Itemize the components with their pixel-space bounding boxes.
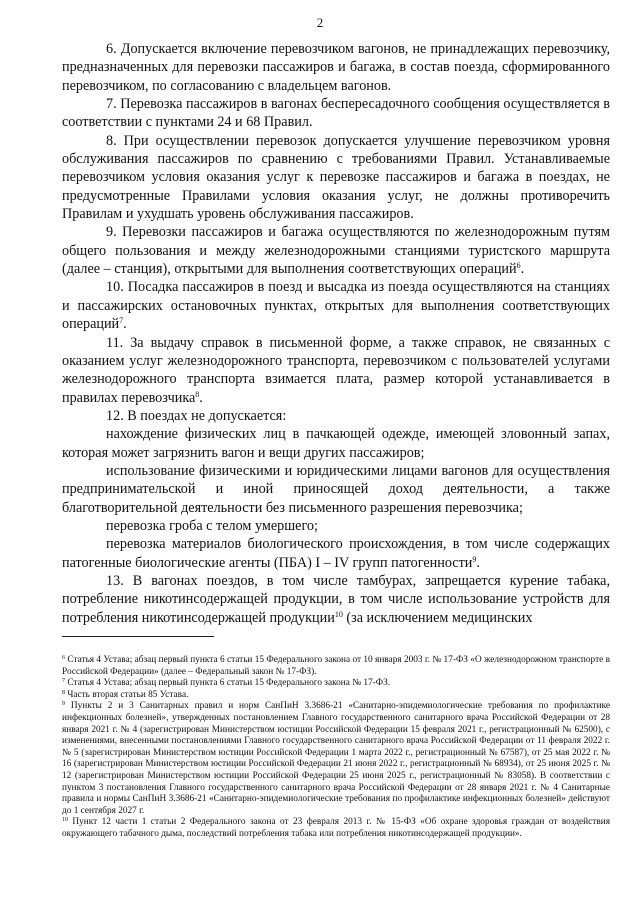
- footnote-ref-10: 10: [334, 609, 343, 619]
- document-body: [62, 40, 610, 627]
- footnote-6: $^6$ Статья 4 Устава; абзац первый пункта 6 статьи 15 Федерального закона от 10 января 2003 г. № 17-ФЗ «О железнодорожном транспорте в Российской Федерации» (далее – Федеральный закон № 17-ФЗ).: [62, 655, 611, 677]
- paragraph-9: 9. Перевозки пассажиров и багажа осуществляются по железнодорожным путям общего пользования и между железнодорожными станциями туристского маршрута (далее – станция), открытыми для выполнения соответствующих операций$^6$.: [62, 224, 610, 278]
- footnote-separator: [62, 636, 214, 637]
- paragraph-11: 11. За выдачу справок в письменной форме, а также справок, не связанных с оказанием услуг железнодорожного транспорта, перевозчиком с пользователей услугами железнодорожного транспорта взимается плата, размер которой устанавливается в правилах перевозчика$^8$.: [62, 334, 610, 406]
- footnote-ref-6: 6: [516, 261, 521, 271]
- paragraph-12: 12. В поездах не допускается:: [106, 407, 287, 424]
- footnotes: [62, 655, 610, 841]
- paragraph-10: 10. Посадка пассажиров в поезд и высадка из поезда осуществляются на станциях и пассажирских остановочных пунктах, открытых для выполнения соответствующих операций$^7$.: [62, 279, 610, 333]
- list-item-clothing: нахождение физических лиц в пачкающей одежде, имеющей зловонный запах, которая может загрязнить вагон и вещи других пассажиров;: [62, 426, 610, 461]
- paragraph-8: 8. При осуществлении перевозок допускается улучшение перевозчиком уровня обслуживания пассажиров по сравнению с требованиями Правил. Устанавливаемые перевозчиком условия оказания услуг к перевозке пассажиров и багажа в поездах, не предусмотренные Правилами условия оказания услуг, не должны противоречить Правилам и ухудшать уровень обслуживания пассажиров.: [62, 132, 610, 223]
- footnote-10: $^{10}$ Пункт 12 части 1 статьи 2 Федерального закона от 23 февраля 2013 г. № 15-ФЗ «Об охране здоровья граждан от воздействия окружающего табачного дыма, последствий потребления табака или потребления никотинсодержащей продукции».: [62, 817, 610, 839]
- paragraph-13: 13. В вагонах поездов, в том числе тамбурах, запрещается курение табака, потребление никотинсодержащей продукции, в том числе использование устройств для потребления никотинсодержащей продукции$^{10}$ (за исключением медицинских: [62, 572, 610, 626]
- footnote-9: $^9$ Пункты 2 и 3 Санитарных правил и норм СанПиН 3.3686-21 «Санитарно-эпидемиологические требования по профилактике инфекционных болезней», утвержденных постановлением Главного государственного санитарного врача Российской Федерации от 28 января 2021 г. № 4 (зарегистрирован Министерством юстиции Российской Федерации 15 февраля 2021 г., регистрационный № 62500), с изменениями, внесенными постановлениями Главного государственного санитарного врача Российской Федерации от 11 февраля 2022 г. № 5 (зарегистрирован Министерством юстиции Российской Федерации 1 марта 2022 г., регистрационный № 67587), от 25 мая 2022 г. № 16 (зарегистрирован Министерством юстиции Российской Федерации 21 июня 2022 г., регистрационный № 68934), от 25 июня 2025 г. № 12 (зарегистрирован Министерством юстиции Российской Федерации 25 июня 2025 г., регистрационный № 83058). В соответствии с пунктом 3 постановления Главного государственного санитарного врача Российской Федерации от 28 января 2021 г. № 4 Санитарные правила и нормы СанПиН 3.3686-21 «Санитарно-эпидемиологические требования по профилактике инфекционных болезней» действуют до 1 сентября 2027 г.: [62, 701, 611, 816]
- paragraph-7: 7. Перевозка пассажиров в вагонах беспересадочного сообщения осуществляется в соответствии с пунктами 24 и 68 Правил.: [62, 96, 610, 131]
- list-item-business-use: использование физическими и юридическими лицами вагонов для осуществления предпринимательской и иной приносящей доход деятельности, а также благотворительной деятельности без письменного разрешения перевозчика;: [62, 462, 610, 516]
- page-number: 2: [316, 15, 324, 30]
- footnote-ref-7: 7: [119, 316, 124, 326]
- list-item-coffin: перевозка гроба с телом умершего;: [106, 517, 318, 534]
- paragraph-6: 6. Допускается включение перевозчиком вагонов, не принадлежащих перевозчику, предназначенных для перевозки пассажиров и багажа, в состав поезда, сформированного перевозчиком, по согласованию с владельцем вагонов.: [62, 41, 610, 94]
- footnote-8: $^8$ Часть вторая статьи 85 Устава.: [62, 689, 189, 700]
- footnote-7: $^7$ Статья 4 Устава; абзац первый пункта 6 статьи 15 Федерального закона № 17-ФЗ.: [62, 678, 391, 689]
- footnote-ref-8: 8: [195, 389, 200, 399]
- footnote-ref-9: 9: [472, 554, 477, 564]
- list-item-biomaterials: перевозка материалов биологического происхождения, в том числе содержащих патогенные биологические агенты (ПБА) I – IV групп патогенности$^9$.: [62, 536, 610, 571]
